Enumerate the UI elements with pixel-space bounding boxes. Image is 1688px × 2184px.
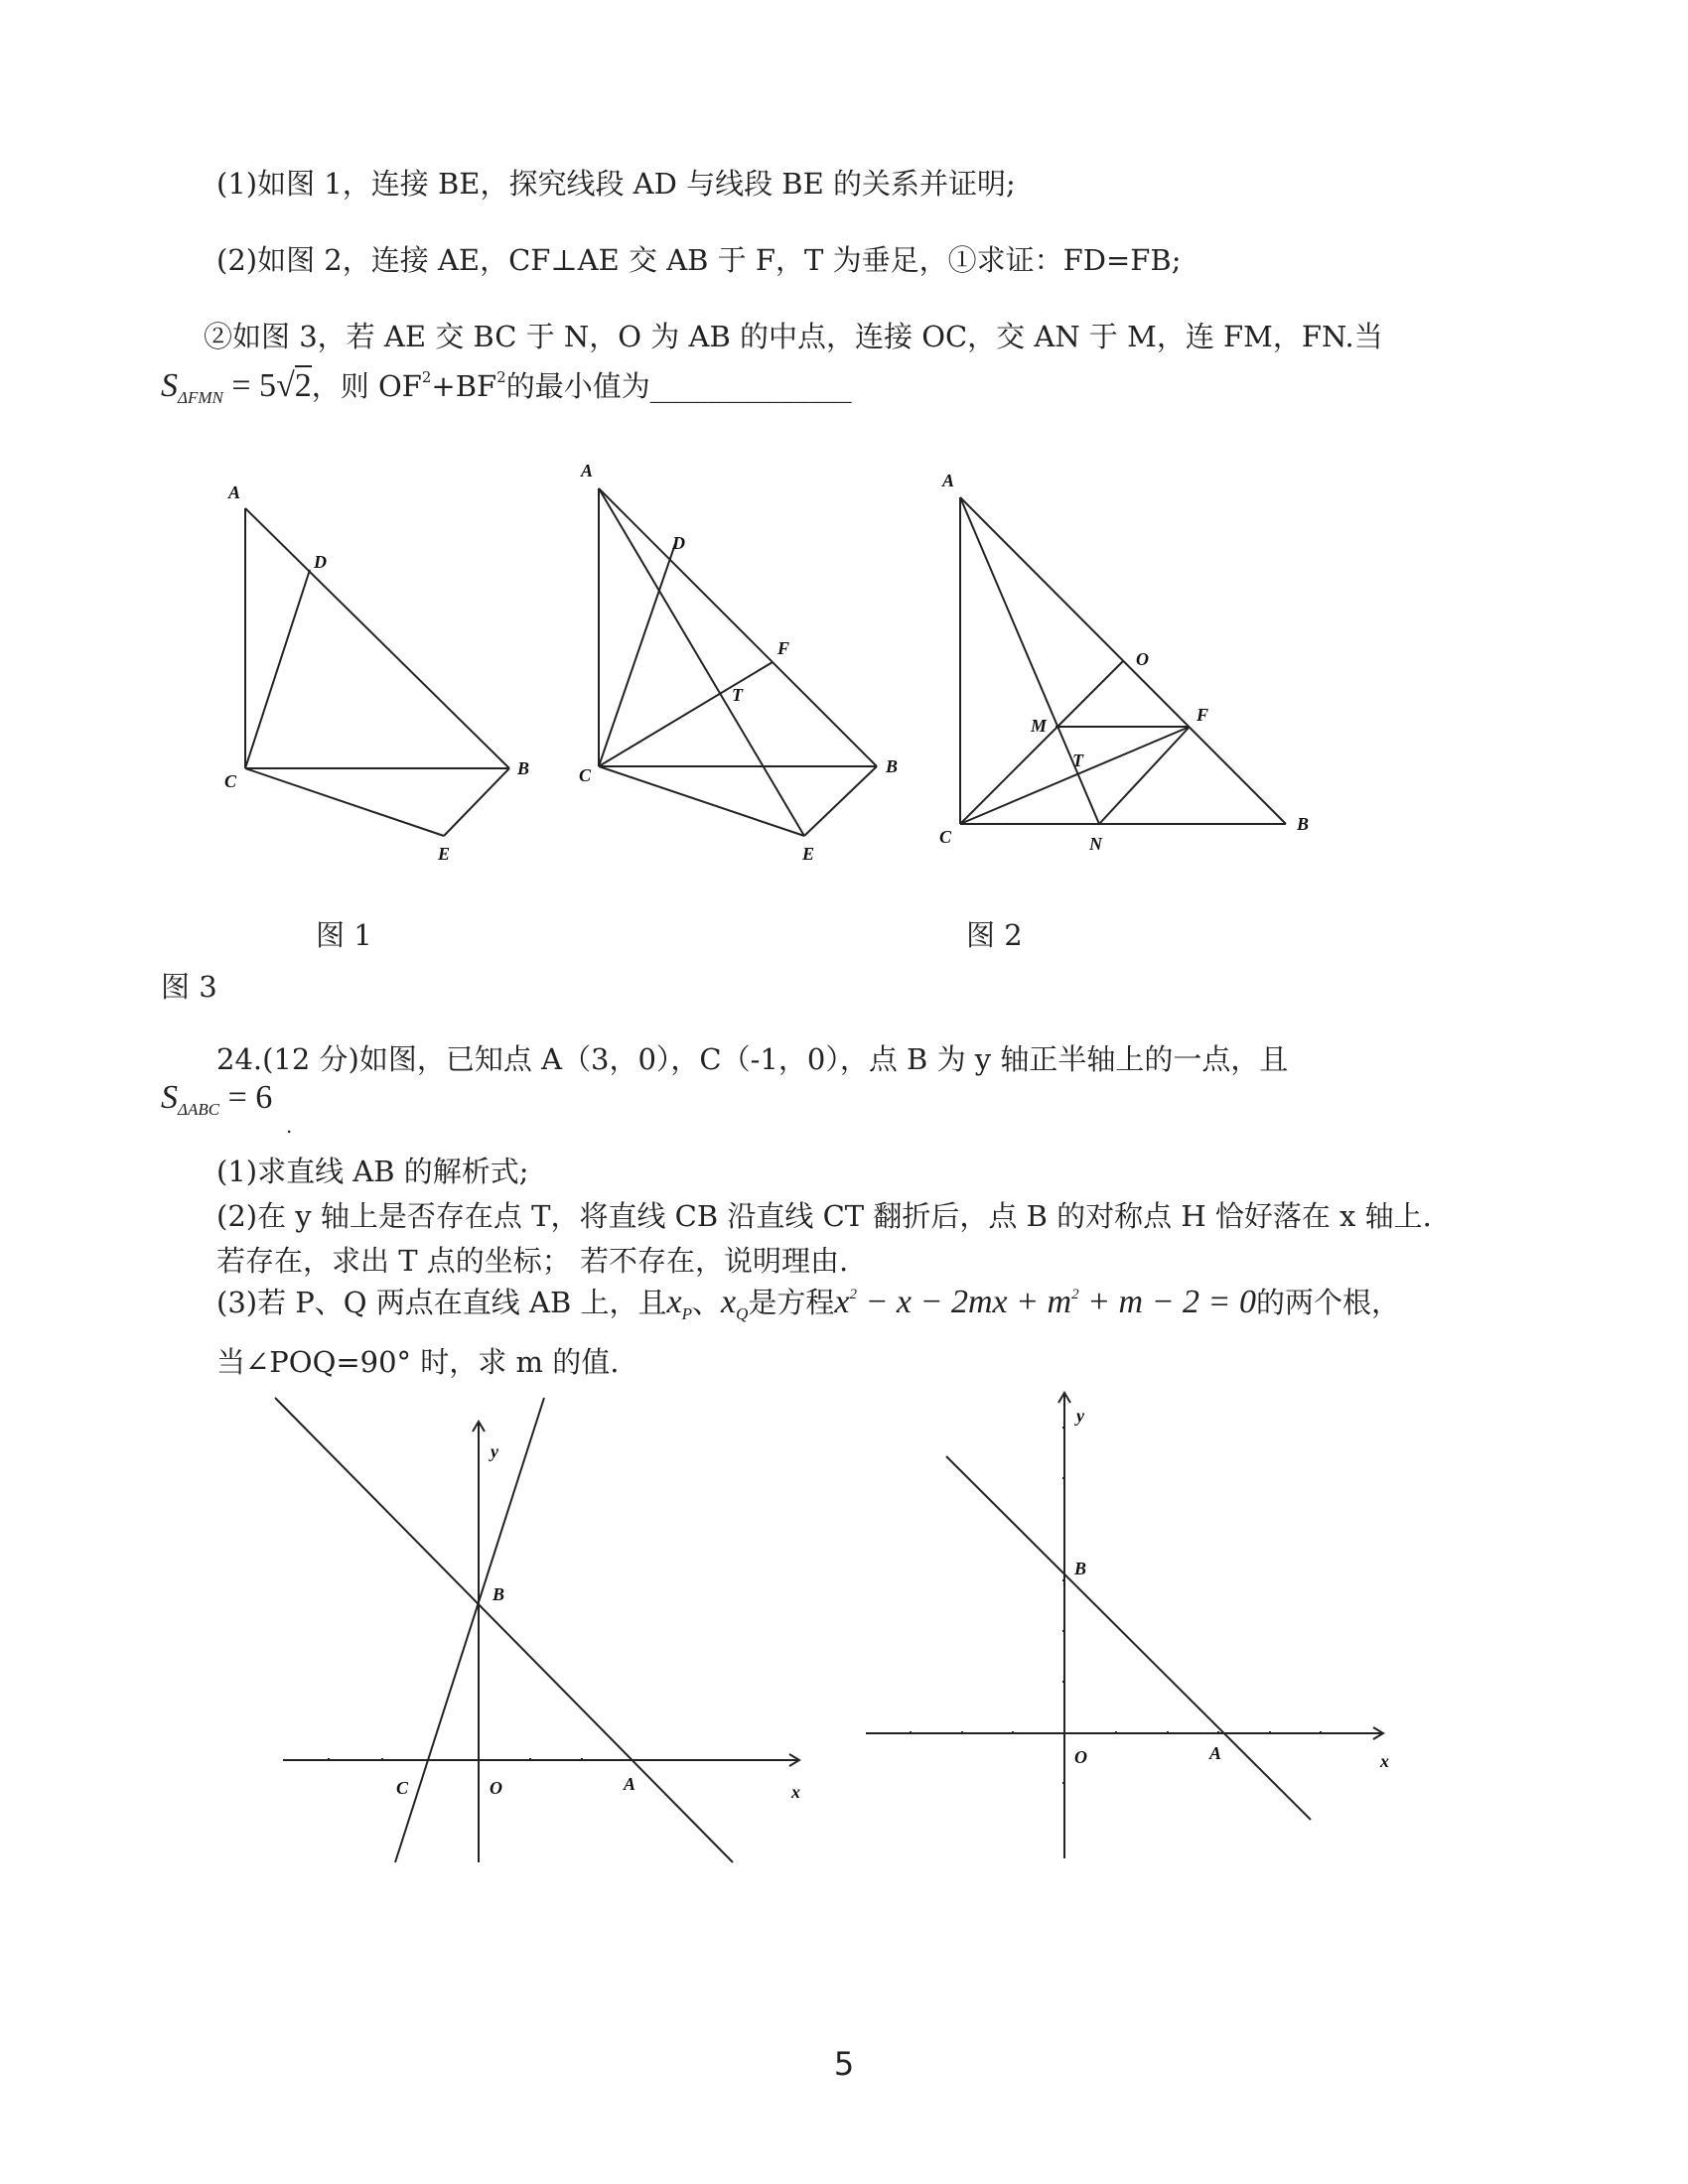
fig1-label-a: A (228, 482, 241, 502)
figure-1-caption: 图 1 (316, 918, 372, 952)
fig3-label-m: M (1031, 716, 1048, 736)
radical-icon: √2 (276, 367, 312, 404)
fig2-label-d: D (672, 533, 685, 553)
graph1-label-b: B (492, 1584, 505, 1604)
fig2-label-t: T (732, 685, 743, 705)
figure-3-caption: 图 3 (161, 970, 217, 1004)
q24-part1: (1)求直线 AB 的解析式; (216, 1155, 529, 1188)
q24-part2-line1: (2)在 y 轴上是否存在点 T，将直线 CB 沿直线 CT 翻折后，点 B 的对称点 H 恰好落在 x 轴上. (216, 1199, 1432, 1233)
fig3-label-b: B (1297, 814, 1310, 834)
q24-dot: . (286, 1114, 293, 1138)
graph2-label-b: B (1074, 1559, 1087, 1578)
figure-2-caption: 图 2 (966, 918, 1023, 952)
fig1-label-e: E (438, 844, 451, 864)
fig3-label-o: O (1136, 649, 1149, 669)
q24-area: $S_{\Delta ABC} = 6$ (161, 1079, 273, 1119)
fig3-label-c: C (939, 827, 952, 847)
fig2-label-a: A (581, 461, 594, 480)
q24-part2-line2: 若存在，求出 T 点的坐标； 若不存在，说明理由. (216, 1244, 849, 1278)
area-formula: $S_{\Delta FMN} = 5√2$ (161, 367, 312, 407)
graph1-label-a: A (624, 1774, 636, 1794)
graph2-label-o: O (1074, 1747, 1087, 1767)
page-number: 5 (833, 2045, 855, 2083)
fig3-label-n: N (1089, 834, 1102, 854)
graph2-label-x: x (1380, 1751, 1389, 1771)
fig3-label-f: F (1196, 705, 1209, 725)
q24-part3-line2: 当∠POQ=90° 时，求 m 的值. (216, 1345, 620, 1379)
graph1-label-x: x (791, 1782, 800, 1802)
fig2-label-b: B (886, 756, 899, 776)
fig3-label-a: A (942, 471, 955, 490)
q24-part3-line1: (3)若 P、Q 两点在直线 AB 上，且$x_P$、$x_Q$是方程$x^2 - x - 2mx + m^2 + m - 2 = 0$的两个根， (216, 1284, 1401, 1323)
graph1-label-y: y (491, 1441, 498, 1461)
graph1-label-o: O (490, 1778, 502, 1798)
fig1-label-d: D (314, 552, 327, 572)
q23-part3-line1: ②如图 3，若 AE 交 BC 于 N，O 为 AB 的中点，连接 OC，交 AN 于 M，连 FM，FN.当 (204, 320, 1383, 353)
q23-part2: (2)如图 2，连接 AE，CF⊥AE 交 AB 于 F，T 为垂足，①求证：FD=FB; (216, 243, 1182, 277)
fig1-label-c: C (224, 771, 237, 791)
equation: $x^2 - x - 2mx + m^2 + m - 2 = 0$ (834, 1284, 1256, 1320)
q23-part1: (1)如图 1，连接 BE，探究线段 AD 与线段 BE 的关系并证明; (216, 167, 1016, 201)
q23-part3-line2: $S_{\Delta FMN} = 5√2$，则 $OF^2+BF^2$的最小值为______________ (161, 367, 852, 407)
graph1-label-c: C (396, 1778, 409, 1798)
graph2-label-y: y (1076, 1406, 1084, 1426)
q24-intro: 24.(12 分)如图，已知点 A（3，0），C（-1，0），点 B 为 y 轴正半轴上的一点，且 (216, 1042, 1289, 1076)
fig2-label-e: E (802, 844, 815, 864)
fig2-label-c: C (579, 765, 592, 785)
fig2-label-f: F (777, 638, 790, 658)
fig3-label-t: T (1072, 751, 1083, 770)
graph2-label-a: A (1209, 1743, 1222, 1763)
fig1-label-b: B (517, 758, 530, 778)
